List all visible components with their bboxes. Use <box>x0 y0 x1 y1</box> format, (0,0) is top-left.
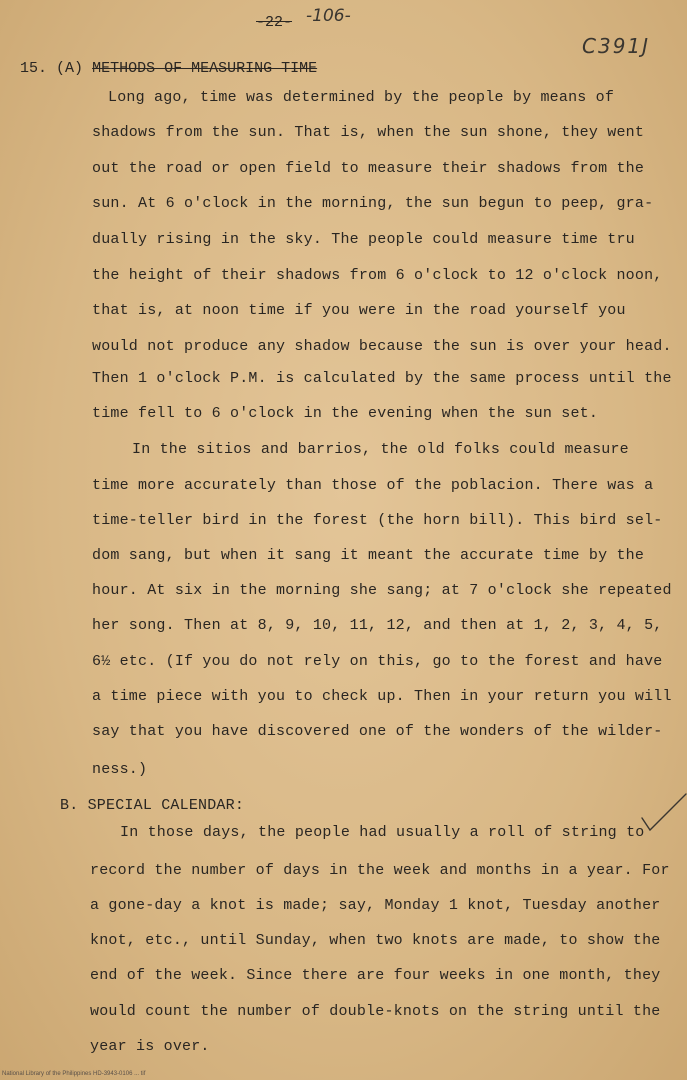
text-line: say that you have discovered one of the wonders of the wilder- <box>92 723 663 740</box>
document-code: C391J <box>582 34 651 58</box>
text-line: record the number of days in the week and months in a year. For <box>90 862 670 879</box>
text-line: knot, etc., until Sunday, when two knots are made, to show the <box>90 932 661 949</box>
text-line: would not produce any shadow because the sun is over your head. <box>92 338 672 355</box>
text-line: Long ago, time was determined by the people by means of <box>108 89 615 106</box>
checkmark-icon <box>640 790 687 835</box>
text-line: time more accurately than those of the poblacion. There was a <box>92 477 654 494</box>
text-line: the height of their shadows from 6 o'clock to 12 o'clock noon, <box>92 267 663 284</box>
text-line: dom sang, but when it sang it meant the accurate time by the <box>92 547 645 564</box>
text-line: end of the week. Since there are four weeks in one month, they <box>90 967 661 984</box>
text-line: that is, at noon time if you were in the road yourself you <box>92 302 626 319</box>
text-line: her song. Then at 8, 9, 10, 11, 12, and then at 1, 2, 3, 4, 5, <box>92 617 663 634</box>
text-line: In the sitios and barrios, the old folks could measure <box>132 441 629 458</box>
text-line: time fell to 6 o'clock in the evening when the sun set. <box>92 405 599 422</box>
text-line: year is over. <box>90 1038 210 1055</box>
text-line: dually rising in the sky. The people could measure time tru <box>92 231 635 248</box>
text-line: time-teller bird in the forest (the horn bill). This bird sel- <box>92 512 663 529</box>
handwritten-page-number: -106- <box>306 6 351 26</box>
text-line: In those days, the people had usually a roll of string to <box>120 824 645 841</box>
section-number: 15. <box>20 60 48 77</box>
text-line: 6½ etc. (If you do not rely on this, go to the forest and have <box>92 653 663 670</box>
text-line: hour. At six in the morning she sang; at 7 o'clock she repeated <box>92 582 672 599</box>
text-line: out the road or open field to measure their shadows from the <box>92 160 645 177</box>
section-a-heading <box>20 60 317 77</box>
text-line: ness.) <box>92 761 148 778</box>
text-line: a time piece with you to check up. Then in your return you will <box>92 688 672 705</box>
text-line: would count the number of double-knots on the string until the <box>90 1003 661 1020</box>
page-number: -22- <box>256 14 293 31</box>
text-line: shadows from the sun. That is, when the sun shone, they went <box>92 124 645 141</box>
text-line: a gone-day a knot is made; say, Monday 1 knot, Tuesday another <box>90 897 661 914</box>
scan-footer: National Library of the Philippines HD-3943-0106 ... tif <box>2 1071 146 1077</box>
text-line: Then 1 o'clock P.M. is calculated by the same process until the <box>92 370 672 387</box>
section-b-title: B. SPECIAL CALENDAR: <box>60 797 245 814</box>
section-label: (A) <box>56 60 84 77</box>
text-line: sun. At 6 o'clock in the morning, the sun begun to peep, gra- <box>92 195 654 212</box>
section-a-title: METHODS OF MEASURING TIME <box>92 60 318 77</box>
